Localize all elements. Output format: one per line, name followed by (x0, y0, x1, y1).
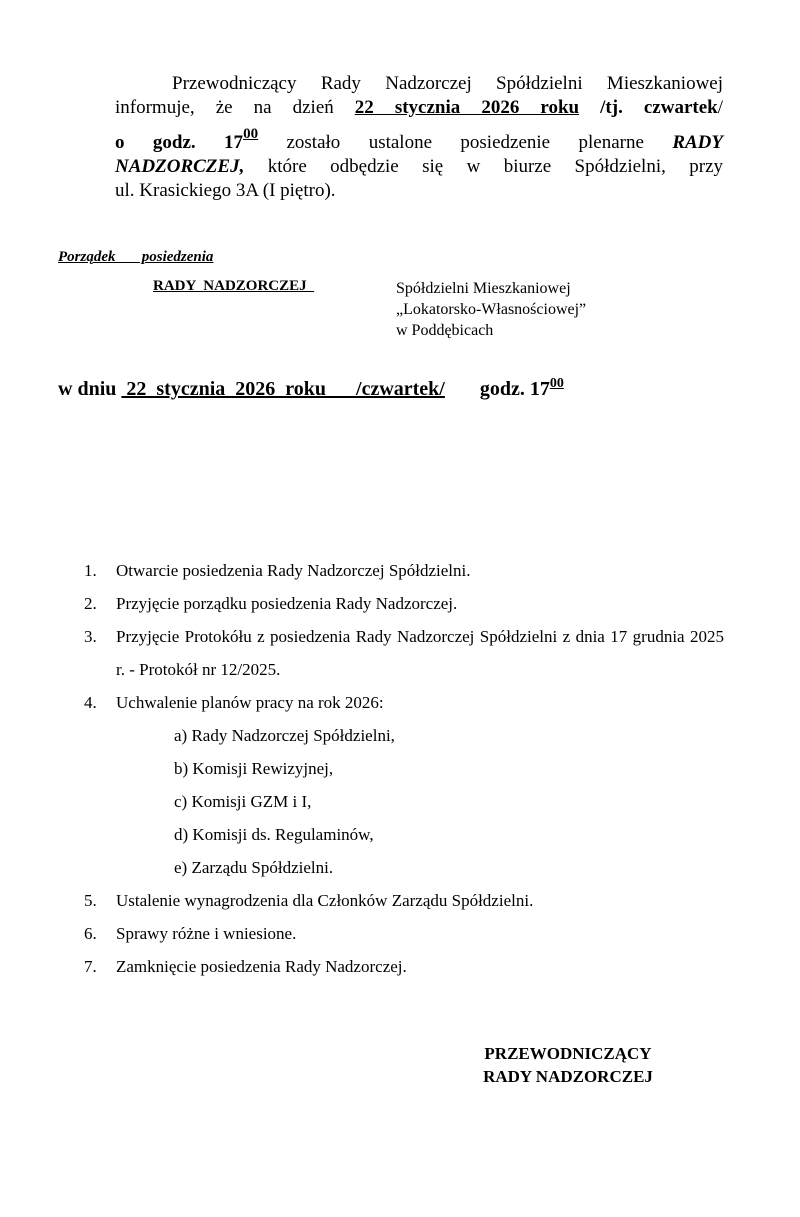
signature-title: PRZEWODNICZĄCY (484, 1044, 652, 1063)
agenda-item-text: Przyjęcie porządku posiedzenia Rady Nadzorczej. (116, 594, 458, 613)
agenda-subitem: b) Komisji Rewizyjnej, (174, 759, 334, 778)
intro-biuro: które odbędzie się w biurze Spółdzielni, przy (267, 156, 723, 177)
agenda-subitem: a) Rady Nadzorczej Spółdzielni, (174, 726, 395, 745)
signature-block (468, 1042, 668, 1088)
agenda-item (84, 686, 724, 884)
agenda-item (84, 554, 724, 587)
agenda-list (84, 554, 724, 983)
agenda-item-text: Przyjęcie Protokółu z posiedzenia Rady Nadzorczej Spółdzielni z dnia 17 grudnia 2025 r. - Protokół nr 12/2025. (116, 627, 724, 679)
intro-time-hour: o godz. 17 (115, 132, 244, 153)
intro-ustalone: zostało ustalone posiedzenie plenarne (286, 132, 644, 153)
agenda-item-number: 2. (84, 594, 97, 613)
intro-weekday: /tj. czwartek (600, 97, 718, 118)
agenda-item (84, 587, 724, 620)
intro-line-1: Przewodniczący Rady Nadzorczej Spółdzielni Mieszkaniowej (172, 73, 723, 94)
agenda-subitem: e) Zarządu Spółdzielni. (174, 858, 334, 877)
agenda-item-text: Zamknięcie posiedzenia Rady Nadzorczej. (116, 957, 407, 976)
meeting-date-line (58, 378, 564, 401)
agenda-item-text: Uchwalenie planów pracy na rok 2026: (116, 693, 384, 712)
agenda-item-text: Sprawy różne i wniesione. (116, 924, 297, 943)
agenda-item-number: 5. (84, 891, 97, 910)
coop-line-3: w Poddębicach (396, 322, 494, 339)
coop-line-2: „Lokatorsko-Własnościowej” (396, 301, 587, 318)
cooperative-name (396, 278, 586, 341)
intro-time-minutes: 00 (243, 126, 259, 142)
agenda-item-text: Otwarcie posiedzenia Rady Nadzorczej Spółdzielni. (116, 561, 471, 580)
dateline-date: 22 stycznia 2026 roku /czwartek/ (121, 378, 445, 400)
agenda-subitem: c) Komisji GZM i I, (174, 792, 312, 811)
signature-board: RADY NADZORCZEJ (483, 1067, 653, 1086)
coop-line-1: Spółdzielni Mieszkaniowej (396, 280, 571, 297)
intro-nadzorczej: NADZORCZEJ, (115, 156, 245, 177)
board-name: RADY NADZORCZEJ (153, 278, 315, 294)
dateline-time: godz. 17 (479, 378, 550, 400)
agenda-item-number: 6. (84, 924, 97, 943)
intro-informuje: informuje, że na dzień (115, 97, 334, 118)
intro-paragraph (115, 72, 723, 203)
agenda-item (84, 917, 724, 950)
intro-address: ul. Krasickiego 3A (I piętro). (115, 180, 336, 201)
agenda-item-number: 3. (84, 627, 97, 646)
agenda-item (84, 620, 724, 686)
intro-slash: / (717, 97, 723, 118)
agenda-item-number: 1. (84, 561, 97, 580)
intro-line-3 (115, 126, 723, 155)
agenda-heading: Porządek posiedzenia (58, 249, 214, 265)
agenda-item-text: Ustalenie wynagrodzenia dla Członków Zarządu Spółdzielni. (116, 891, 534, 910)
agenda-item-number: 4. (84, 693, 97, 712)
dateline-time-minutes: 00 (549, 376, 564, 391)
agenda-item (84, 884, 724, 917)
agenda-item-number: 7. (84, 957, 97, 976)
dateline-prefix: w dniu (58, 378, 122, 400)
agenda-item (84, 950, 724, 983)
intro-rady: RADY (672, 132, 723, 153)
agenda-subitem: d) Komisji ds. Regulaminów, (174, 825, 374, 844)
agenda-sublist (116, 719, 724, 884)
intro-line-2 (115, 96, 723, 120)
intro-time (115, 126, 259, 153)
intro-meeting-date: 22 stycznia 2026 roku (354, 97, 580, 118)
intro-line-4 (115, 155, 723, 179)
